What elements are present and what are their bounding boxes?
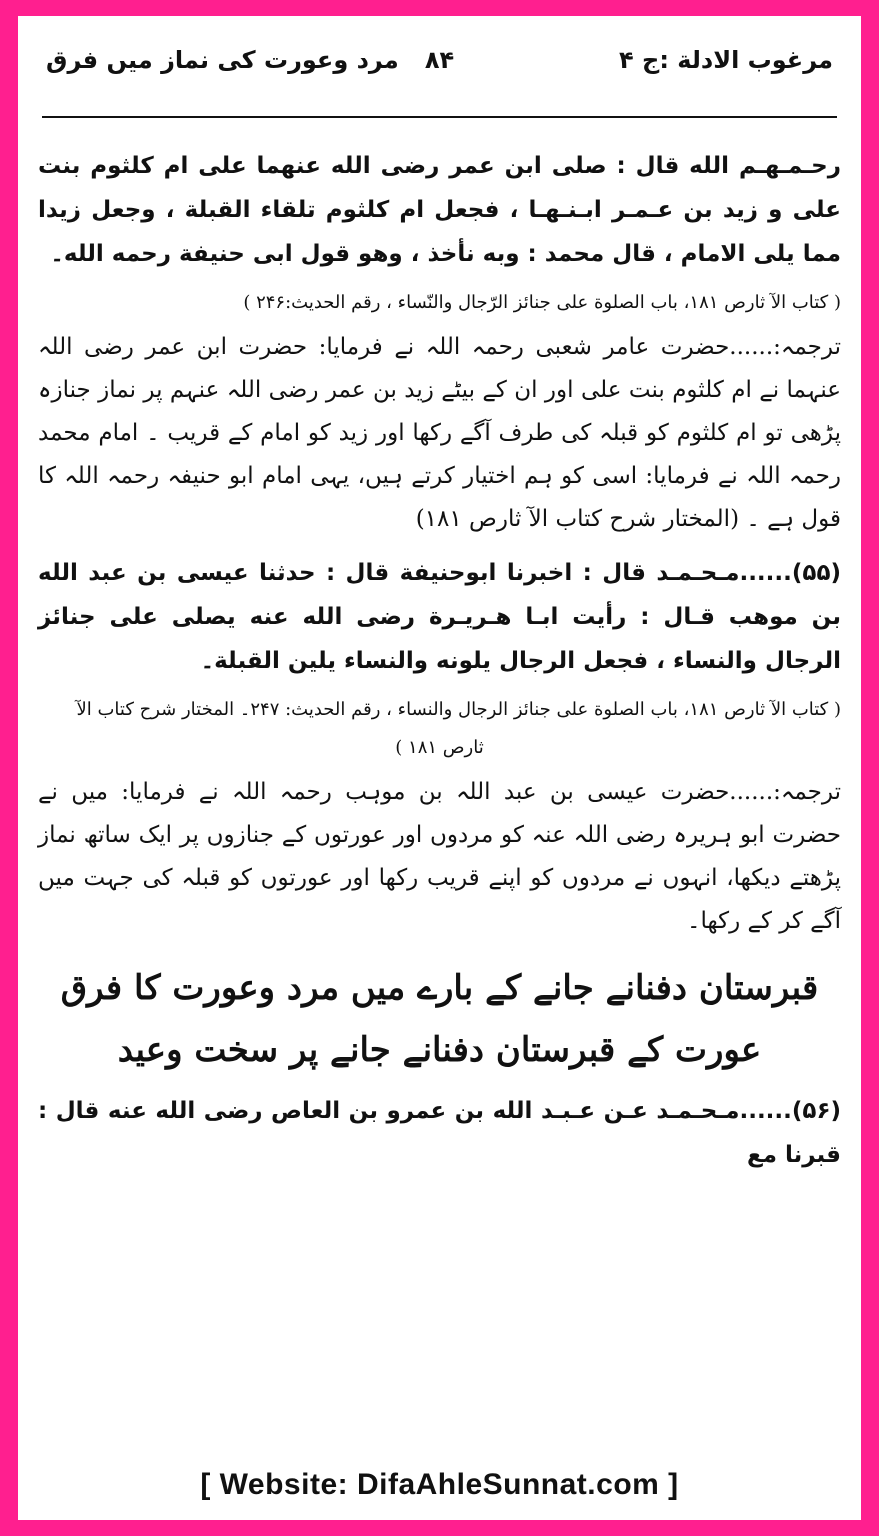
- page-number: ۸۴: [424, 46, 455, 74]
- hadith-54-reference: ( کتاب الآ ثارص ۱۸۱، باب الصلوة على جنائز الرّجال والنّساء ، رقم الحديث:۲۴۶ ): [243, 292, 841, 313]
- hadith-56-number: (۵۶): [791, 1098, 841, 1124]
- hadith-54-arabic: رحـمـهـم الله قال : صلى ابن عمر رضى الله عنهما على ام كلثوم بنت على و زيد بن عـمـر ابـنـهـا ، فجعل ام كلثوم تلقاء القبلة ، وجعل زيدا مما يلى الامام ، قال محمد : وبه نأخذ ، وهو قول ابى حنيفة رحمه الله۔: [38, 153, 841, 267]
- book-page: [18, 16, 861, 1520]
- hadith-55-translation: ترجمہ:......حضرت عیسی بن عبد اللہ بن موہب رحمہ اللہ نے فرمایا: میں نے حضرت ابو ہریرہ رضی اللہ عنہ کو مردوں اور عورتوں کے جنازوں پر ایک ساتھ نماز پڑھتے دیکھا، انہوں نے مردوں کو اپنے قریب رکھا اور عورتوں کو قبلہ کی جہت میں آگے کر کے رکھا۔: [38, 779, 841, 934]
- hadith-56-arabic: [38, 1089, 841, 1177]
- section-heading: قبرستان دفنانے جانے کے بارے میں مرد وعورت کا فرق: [60, 968, 819, 1008]
- hadith-55-arabic: [38, 551, 841, 683]
- hadith-55-number: (۵۵): [791, 560, 841, 586]
- hadith-55-text: ......مـحـمـد قال : اخبرنا ابوحنيفة قال : حدثنا عيسى بن عبد الله بن موهب قـال : رأيت ابـا هـريـرة رضى الله عنه يصلى على جنائز الرجال والنساء ، فجعل الرجال يلونه والنساء يلين القبلة۔: [38, 560, 841, 674]
- hadith-54-translation: ترجمہ:......حضرت عامر شعبی رحمہ اللہ نے فرمایا: حضرت ابن عمر رضی اللہ عنہما نے ام کلثوم بنت علی اور ان کے بیٹے زید بن عمر رضی اللہ عنہم پر نماز جنازہ پڑھی تو ام کلثوم کو قبلہ کی طرف آگے رکھا اور زید کو امام کے قریب ۔ امام محمد رحمہ اللہ نے فرمایا: اسی کو ہم اختیار کرتے ہیں، یہی امام ابو حنیفہ رحمہ اللہ کا قول ہے ۔ (المختار شرح کتاب الآ ثارص ۱۸۱): [38, 334, 841, 532]
- hadith-55-reference: ( کتاب الآ ثارص ۱۸۱، باب الصلوة على جنائز الرجال والنساء ، رقم الحديث: ۲۴۷۔ المختار شرح کتاب الآ ثارص ۱۸۱ ): [76, 699, 841, 758]
- website-footer: [ Website: DifaAhleSunnat.com ]: [200, 1468, 679, 1501]
- section-subheading: عورت کے قبرستان دفنانے جانے پر سخت وعید: [117, 1030, 762, 1070]
- page-header: [42, 16, 837, 118]
- chapter-title: مرد وعورت کی نماز میں فرق: [46, 46, 399, 74]
- hadith-56-text: ......مـحـمـد عـن عـبـد الله بن عمرو بن العاص رضى الله عنه قال : قبرنا مع: [38, 1098, 841, 1168]
- book-title: مرغوب الادلة :ج ۴: [619, 46, 833, 74]
